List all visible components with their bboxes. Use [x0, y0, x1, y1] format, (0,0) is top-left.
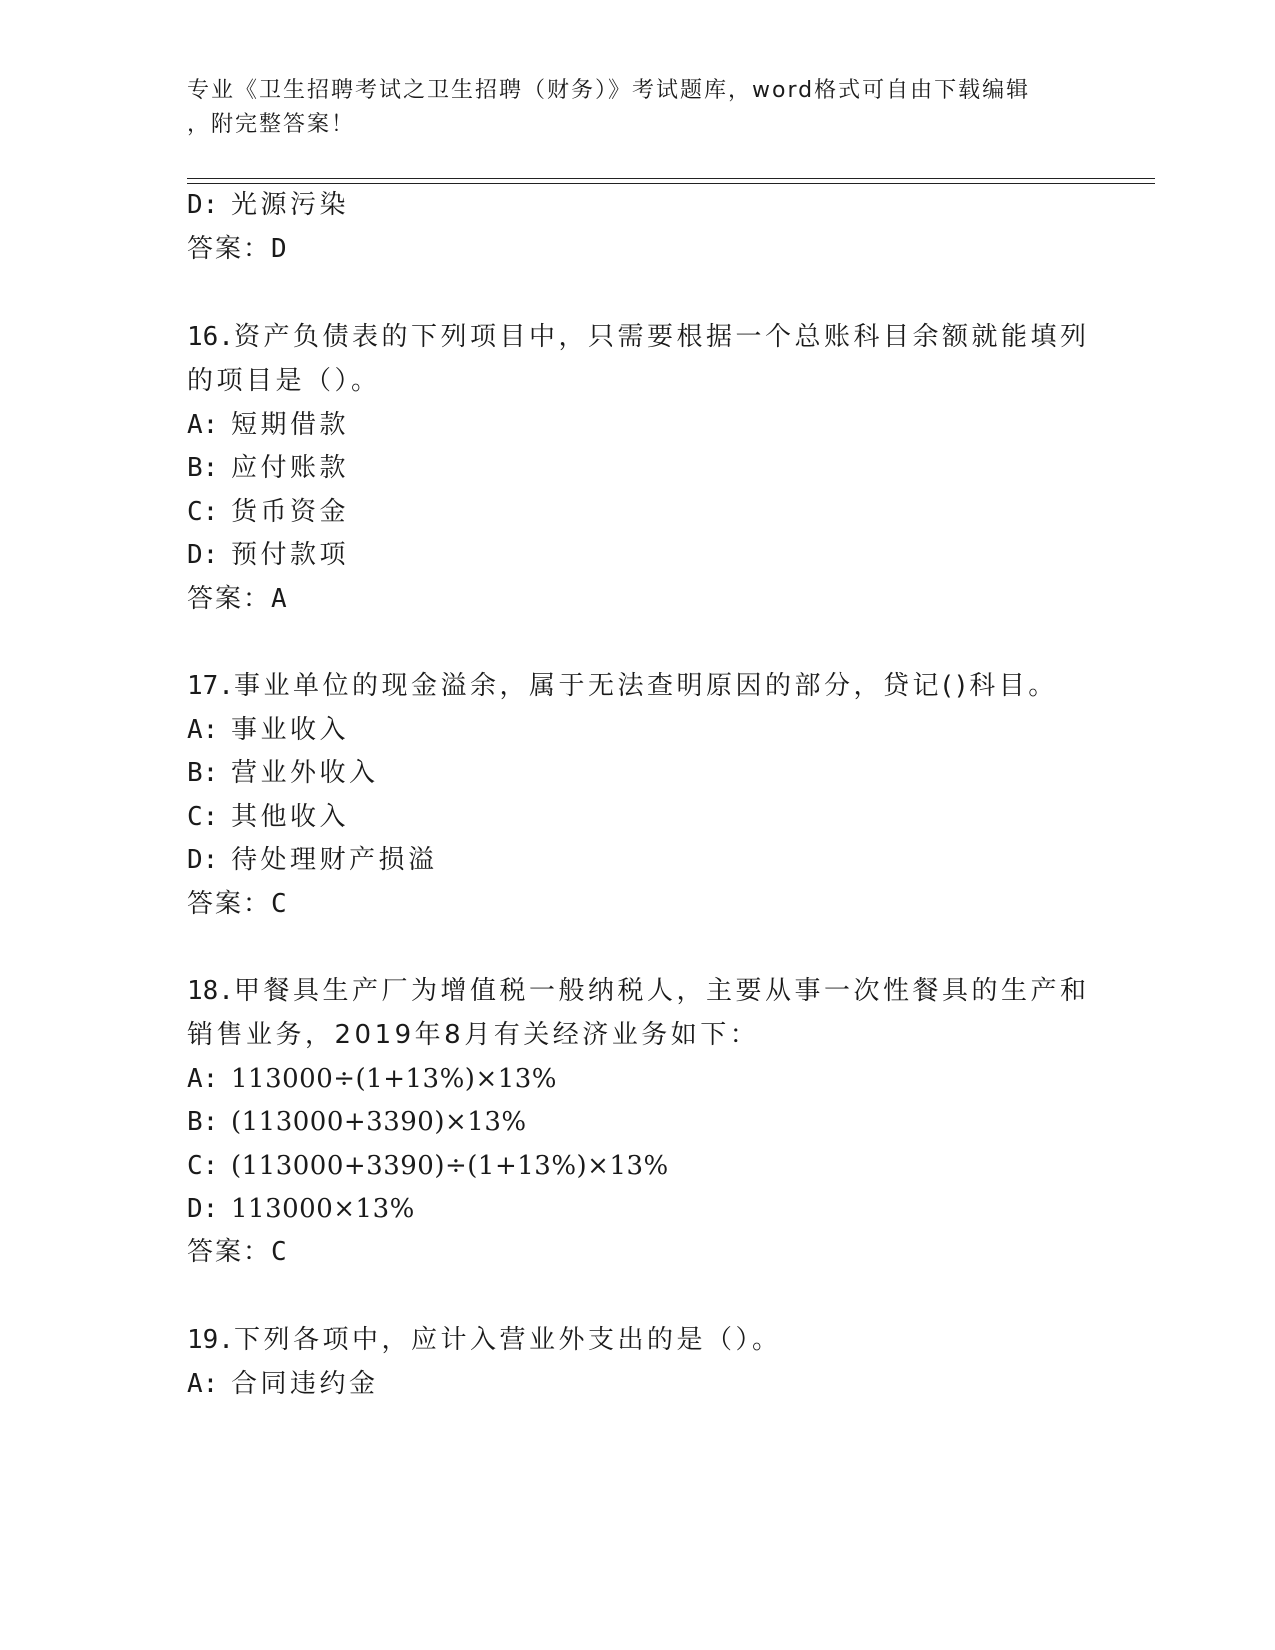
- question-16-stem-line-2: 的项目是（）。: [187, 366, 381, 396]
- header-divider-top: [187, 178, 1155, 179]
- option-text: 待处理财产损溢: [231, 845, 438, 875]
- answer-label: 答案：: [187, 234, 272, 264]
- answer-label: 答案：: [187, 1237, 272, 1267]
- question-17-option-c: [187, 800, 349, 834]
- question-number: 19.: [187, 1325, 234, 1355]
- answer-value: A: [271, 584, 287, 614]
- option-text: 短期借款: [231, 410, 350, 440]
- option-text: 合同违约金: [231, 1369, 379, 1399]
- question-16-option-d: [187, 538, 349, 572]
- option-text: 应付账款: [231, 453, 350, 483]
- question-18-option-d: [187, 1192, 415, 1226]
- option-text: 营业外收入: [231, 758, 379, 788]
- option-letter: B:: [187, 758, 219, 788]
- prev-answer: [187, 232, 287, 266]
- option-letter: B:: [187, 453, 219, 483]
- option-letter: A:: [187, 715, 219, 745]
- option-text: 事业收入: [231, 715, 350, 745]
- question-17-stem-line-1: [187, 669, 1058, 703]
- question-stem: 下列各项中，应计入营业外支出的是（）。: [233, 1325, 782, 1355]
- option-letter: A:: [187, 410, 219, 440]
- question-17-option-a: [187, 713, 349, 747]
- option-letter: A:: [187, 1064, 219, 1094]
- document-header: [187, 74, 1067, 142]
- option-text: 113000×13%: [231, 1194, 415, 1224]
- question-18-option-b: [187, 1105, 527, 1139]
- question-18-option-c: [187, 1149, 669, 1183]
- question-18-answer: [187, 1235, 287, 1269]
- option-letter: C:: [187, 802, 219, 832]
- answer-value: D: [271, 234, 287, 264]
- question-16-option-a: [187, 408, 349, 442]
- option-text: (113000+3390)×13%: [231, 1107, 527, 1137]
- option-letter: D:: [187, 1194, 219, 1224]
- question-18-stem-line-2: 销售业务，2019年8月有关经济业务如下：: [187, 1020, 760, 1050]
- question-number: 16.: [187, 322, 234, 352]
- option-letter: C:: [187, 1151, 219, 1181]
- option-letter: B:: [187, 1107, 219, 1137]
- option-text: 光源污染: [231, 190, 350, 220]
- option-text: 预付款项: [231, 540, 350, 570]
- option-letter: C:: [187, 497, 219, 527]
- question-17-option-d: [187, 843, 438, 877]
- answer-value: C: [271, 889, 287, 919]
- header-divider-bottom: [187, 183, 1155, 184]
- answer-value: C: [271, 1237, 287, 1267]
- question-19-stem-line-1: [187, 1323, 781, 1357]
- option-text: (113000+3390)÷(1+13%)×13%: [231, 1151, 669, 1181]
- question-18-option-a: [187, 1062, 557, 1096]
- option-text: 其他收入: [231, 802, 350, 832]
- question-17-option-b: [187, 756, 379, 790]
- option-letter: A:: [187, 1369, 219, 1399]
- question-16-option-c: [187, 495, 349, 529]
- option-text: 113000÷(1+13%)×13%: [231, 1064, 558, 1094]
- option-text: 货币资金: [231, 497, 350, 527]
- option-letter: D:: [187, 190, 219, 220]
- answer-label: 答案：: [187, 584, 272, 614]
- answer-label: 答案：: [187, 889, 272, 919]
- option-letter: D:: [187, 540, 219, 570]
- question-16-option-b: [187, 451, 349, 485]
- question-17-answer: [187, 887, 287, 921]
- question-16-stem-line-1: [187, 320, 1089, 354]
- header-title-line-2: ，附完整答案！: [187, 112, 356, 137]
- header-title-line-1: 专业《卫生招聘考试之卫生招聘（财务）》考试题库，word格式可自由下载编辑: [187, 78, 1031, 103]
- question-stem: 资产负债表的下列项目中，只需要根据一个总账科目余额就能填列: [233, 322, 1090, 352]
- prev-option-d: [187, 188, 349, 222]
- question-stem: 甲餐具生产厂为增值税一般纳税人，主要从事一次性餐具的生产和: [233, 976, 1090, 1006]
- question-stem: 事业单位的现金溢余，属于无法查明原因的部分，贷记()科目。: [233, 671, 1058, 701]
- question-number: 18.: [187, 976, 234, 1006]
- question-16-answer: [187, 582, 287, 616]
- option-letter: D:: [187, 845, 219, 875]
- question-19-option-a: [187, 1367, 379, 1401]
- question-18-stem-line-1: [187, 974, 1089, 1008]
- question-number: 17.: [187, 671, 234, 701]
